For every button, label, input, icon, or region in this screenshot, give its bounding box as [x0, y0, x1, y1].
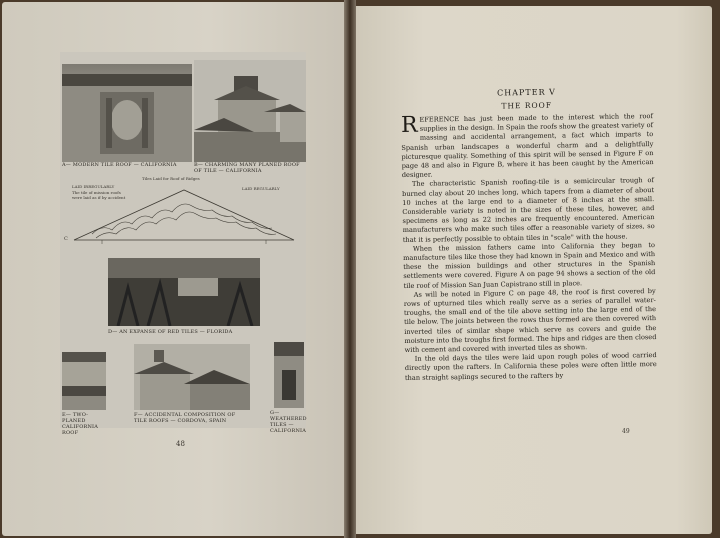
page-number-right: 49 — [622, 428, 630, 435]
figure-c-drawing — [62, 174, 306, 246]
figure-a-image — [62, 64, 192, 162]
figure-b-image — [194, 60, 306, 162]
drawing-left-label: LAID IRREGULARLY — [72, 184, 115, 189]
paragraph-2: The characteristic Spanish roofing-tile is a semicircular trough of burned clay about 20 inches long, which tapers from a diameter of about 10 inches at the large end to a diameter of 8 inches at the small. Considerable variety is noted in the sizes of these tiles, however, and specimens as long as 22 inches are frequently encountered. American manufacturers who make such tiles offer a reasonable variety of sizes, so that it is perfectly possible to obtain tiles in "scale" with the house. — [402, 176, 655, 244]
figure-f-image — [134, 344, 250, 410]
paragraph-1-text: EFERENCE has just been made to the interest which the roof supplies in the design. In Spain the roofs show the greatest variety of massing and accidental arrangement, a fact which imparts to Spanish urban landscapes a wonderful charm and a delightfully picturesque quality. Something of this spirit will be sensed in Figure F on page 48 and also in Figure B, where it has been caught by the American designer. — [401, 112, 654, 180]
figure-g-photo — [274, 342, 304, 408]
page-number-left: 48 — [176, 440, 185, 448]
drawing-right-label: LAID REGULARLY — [242, 186, 280, 191]
caption-figure-a: A— MODERN TILE ROOF — CALIFORNIA — [62, 162, 177, 168]
figure-b-photo — [194, 60, 306, 162]
caption-figure-f: F— ACCIDENTAL COMPOSITION OF TILE ROOFS — CORDOVA, SPAIN — [134, 412, 236, 424]
caption-figure-e: E— TWO-PLANED CALIFORNIA ROOF — [62, 412, 99, 436]
figure-a-photo — [62, 64, 192, 162]
photo-plate — [60, 52, 307, 436]
paragraph-3: When the mission fathers came into California they began to manufacture tiles like those they had known in Spain and Mexico and with these the mission buildings and other structures in the Spanish settlements were covered. Figure A on page 94 shows a section of the old tile roof of Mission San Juan Capistrano still in place. — [403, 240, 656, 290]
paragraph-5: In the old days the tiles were laid upon rough poles of wood carried directly upon the rafters. In California these poles were often little more than straight saplings secured to the rafters by — [404, 351, 657, 382]
drawing-left-note: The tile of mission roofs were laid as if by accident — [72, 190, 126, 200]
paragraph-4: As will be noted in Figure C on page 48, the roof is first covered by rows of upturned tiles which really serve as a series of parallel water-troughs, the small end of the tile above setting into the large end of the tile below. The joints between the rows thus formed are then covered with inverted tiles of similar shape which serve as covers and guide the moisture into the troughs first formed. The hips and ridges are then closed with cement and covered with inverted tiles as shown. — [403, 286, 657, 355]
book-gutter — [344, 0, 356, 538]
figure-e-photo — [62, 352, 106, 410]
figure-d-photo — [108, 258, 260, 326]
figure-d-image — [108, 258, 260, 326]
chapter-heading: CHAPTER V — [497, 87, 556, 98]
paragraph-1 — [401, 112, 654, 180]
caption-figure-b: B— CHARMING MANY PLANED ROOF OF TILE — CALIFORNIA — [194, 162, 300, 174]
chapter-title: THE ROOF — [501, 100, 553, 111]
drop-cap: R — [400, 112, 418, 138]
drawing-top-note: Tiles Laid for Roof of Ridges — [142, 176, 200, 181]
caption-figure-g: G— WEATHERED TILES — CALIFORNIA — [270, 410, 307, 434]
chapter-text — [400, 56, 658, 470]
figure-f-photo — [134, 344, 250, 410]
drawing-figure-letter: C — [64, 236, 68, 242]
figure-e-image — [62, 352, 106, 410]
figure-g-image — [274, 342, 304, 408]
caption-figure-d: D— AN EXPANSE OF RED TILES — FLORIDA — [108, 329, 233, 335]
